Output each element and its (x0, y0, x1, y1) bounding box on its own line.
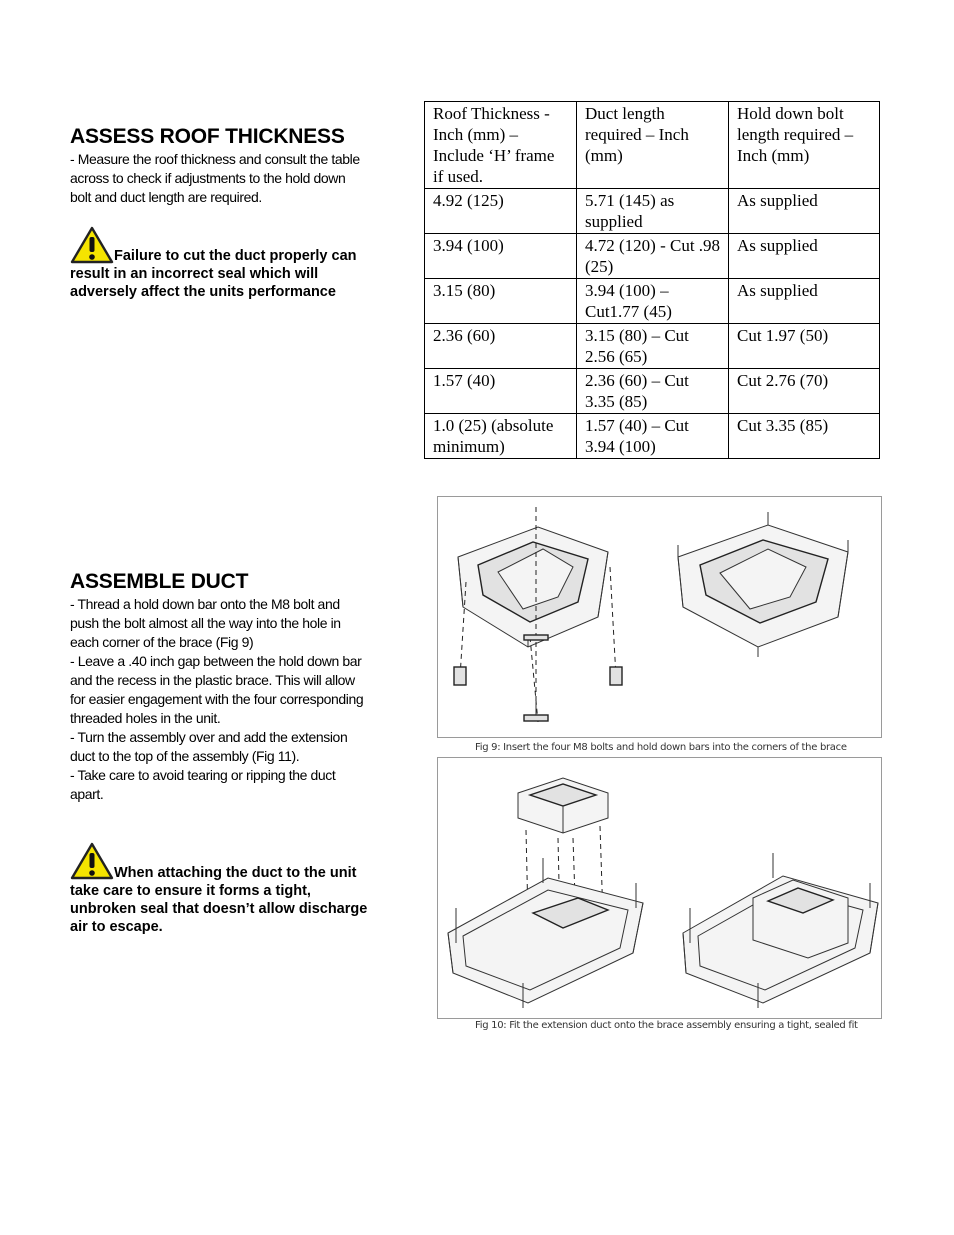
table-row (425, 414, 880, 459)
table-row (425, 369, 880, 414)
assess-warning-text: Failure to cut the duct properly can result in an incorrect seal which will adversely affect the units performance (70, 248, 357, 300)
header-bolt-length: Hold down bolt length required – Inch (mm) (729, 102, 880, 189)
table-row (425, 324, 880, 369)
table-cell: As supplied (729, 234, 880, 279)
assemble-step: - Thread a hold down bar onto the M8 bolt and push the bolt almost all the way into the hole in each corner of the brace (Fig 9) (70, 596, 341, 650)
assemble-warning (70, 864, 370, 936)
assess-warning (70, 247, 370, 301)
table-row (425, 234, 880, 279)
assemble-step: - Leave a .40 inch gap between the hold down bar and the recess in the plastic brace. This will allow for easier engagement with the four corresponding threaded holes in the unit. (70, 653, 364, 726)
fig9-illustration (437, 496, 882, 738)
fig9-caption: Fig 9: Insert the four M8 bolts and hold down bars into the corners of the brace (475, 742, 847, 753)
table-cell: 2.36 (60) – Cut 3.35 (85) (577, 369, 729, 414)
assess-heading: ASSESS ROOF THICKNESS (70, 125, 345, 148)
table-cell: 4.92 (125) (425, 189, 577, 234)
table-cell: 4.72 (120) - Cut .98 (25) (577, 234, 729, 279)
fig9-drawing (438, 497, 881, 737)
assemble-step: - Turn the assembly over and add the extension duct to the top of the assembly (Fig 11). (70, 729, 348, 764)
assemble-heading: ASSEMBLE DUCT (70, 570, 249, 593)
roof-thickness-table (424, 101, 880, 459)
table-header-row (425, 102, 880, 189)
table-cell: 5.71 (145) as supplied (577, 189, 729, 234)
assess-text: - Measure the roof thickness and consult the table across to check if adjustments to the hold down bolt and duct length are required. (70, 151, 360, 205)
table-cell: Cut 3.35 (85) (729, 414, 880, 459)
fig10-caption: Fig 10: Fit the extension duct onto the brace assembly ensuring a tight, sealed fit (475, 1020, 858, 1031)
header-roof-thickness: Roof Thickness - Inch (mm) – Include ‘H’ frame if used. (425, 102, 577, 189)
table-cell: Cut 1.97 (50) (729, 324, 880, 369)
table-cell: 1.57 (40) (425, 369, 577, 414)
table-cell: As supplied (729, 189, 880, 234)
table-row (425, 279, 880, 324)
assemble-step: - Take care to avoid tearing or ripping the duct apart. (70, 767, 336, 802)
table-cell: 3.15 (80) – Cut 2.56 (65) (577, 324, 729, 369)
table-cell: 1.57 (40) – Cut 3.94 (100) (577, 414, 729, 459)
table-cell: 2.36 (60) (425, 324, 577, 369)
fig10-illustration (437, 757, 882, 1019)
table-cell: 3.94 (100) – Cut1.77 (45) (577, 279, 729, 324)
fig10-drawing (438, 758, 881, 1018)
table-cell: As supplied (729, 279, 880, 324)
table-cell: Cut 2.76 (70) (729, 369, 880, 414)
table-cell: 3.94 (100) (425, 234, 577, 279)
assemble-text (70, 595, 366, 804)
table-cell: 3.15 (80) (425, 279, 577, 324)
table-cell: 1.0 (25) (absolute minimum) (425, 414, 577, 459)
header-duct-length: Duct length required – Inch (mm) (577, 102, 729, 189)
assemble-warning-text: When attaching the duct to the unit take care to ensure it forms a tight, unbroken seal that doesn’t allow discharge air to escape. (70, 865, 368, 935)
table-row (425, 189, 880, 234)
